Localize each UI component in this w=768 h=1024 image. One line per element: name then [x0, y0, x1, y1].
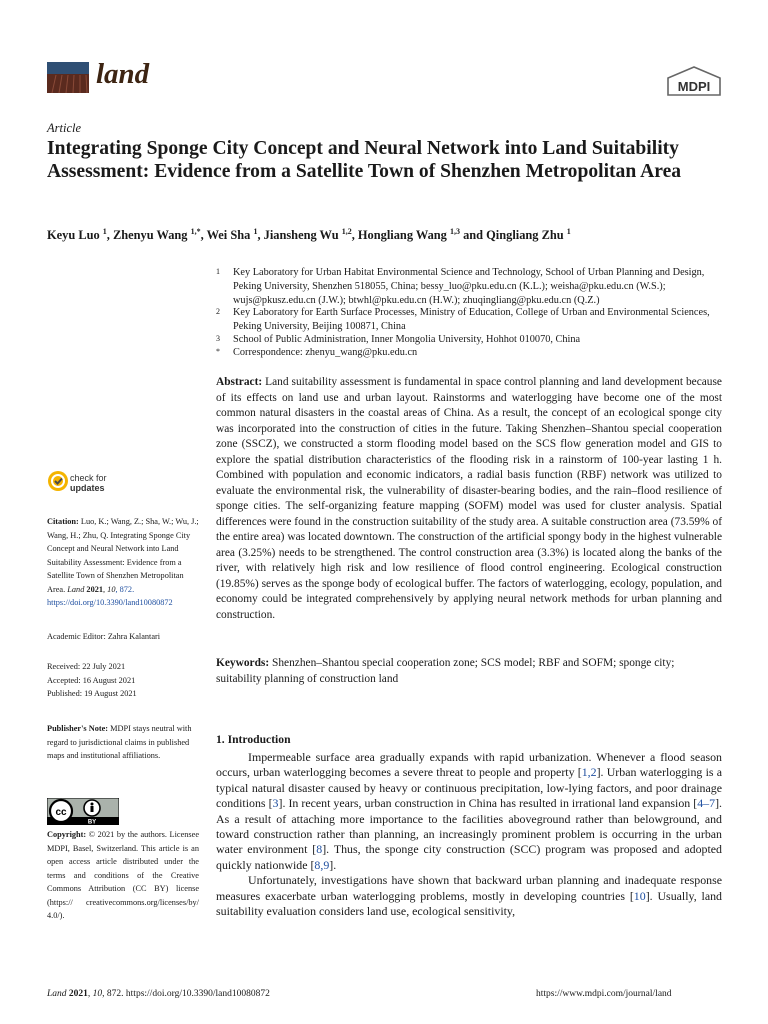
citation-link[interactable]: 4–7: [697, 796, 716, 811]
mdpi-logo[interactable]: [665, 66, 723, 96]
keywords-label: Keywords:: [216, 657, 270, 669]
author-name[interactable]: Keyu Luo: [47, 228, 100, 243]
abstract: [216, 375, 722, 623]
accepted-date: Accepted: 16 August 2021: [47, 675, 136, 685]
received-date: Received: 22 July 2021: [47, 662, 126, 671]
publisher-note: Publisher's Note: MDPI stays neutral with regard to jurisdictional claims in published maps and institutional affiliations.: [47, 724, 192, 760]
citation-link[interactable]: 1,2: [581, 765, 597, 780]
author-list: Keyu Luo $^1$, Zhenyu Wang $^{1,*}$, Wei Sha $^1$, Jiansheng Wu $^{1,2}$, Hongliang Wang $^{1,3}$ and Qingliang Zhu $^1$: [47, 227, 571, 243]
academic-editor: Academic Editor: Zahra Kalantari: [47, 632, 161, 641]
author-name[interactable]: Wei Sha: [206, 228, 251, 243]
mdpi-logo-icon: [665, 66, 723, 96]
cc-by-license-badge[interactable]: [47, 798, 119, 825]
article-title: Integrating Sponge City Concept and Neural Network into Land Suitability Assessment: Evidence from a Satellite Town of Shenzhen Metropolitan Area: [47, 138, 682, 182]
svg-text:BY: BY: [87, 819, 97, 825]
paragraph: Impermeable surface area gradually expands with rapid urbanization. Whenever a flood season occurs, urban waterlogging becomes a severe threat to people and property [1,2]. Urban waterlogging is a typical natural disaster caused by heavy or continuous precipitation, low-lying factors, and poor drainage conditions [3]. In recent years, urban construction in China has resulted in irrational land expansion [4–7]. As a result of attaching more importance to the facilities aboveground rather than belowground, and toward construction rather than planning, an increasingly prominent problem is occurring in the urban water environment [8]. Thus, the sponge city construction (SCC) program was proposed and adopted quickly nationwide [8,9].: [216, 750, 722, 872]
citation-link[interactable]: 3: [272, 796, 279, 811]
abstract-label: Abstract:: [216, 376, 263, 388]
dates-block: [47, 660, 199, 701]
land-journal-logo-icon: [47, 62, 89, 93]
citation-link[interactable]: 10: [633, 888, 646, 903]
paragraph: Unfortunately, investigations have shown that backward urban planning and inadequate response measures exacerbate urban waterlogging problems, mostly in developing countries [10]. Usually, land suitability evaluation considers land use, ecological sensitivity,: [216, 873, 722, 919]
footer-doi[interactable]: , 872. https://doi.org/10.3390/land10080872: [102, 989, 270, 999]
citation-block: Citation: Luo, K.; Wang, Z.; Sha, W.; Wu, J.; Wang, H.; Zhu, Q. Integrating Sponge City Concept and Neural Network into Land Suitability Assessment: Evidence from a Satellite Town of Shenzhen Metropolitan Area. Land 2021, 10, 872. https://doi.org/10.3390/land10080872: [47, 517, 199, 607]
citation-link[interactable]: 8,9: [314, 857, 330, 872]
footer-journal-url[interactable]: https://www.mdpi.com/journal/land: [536, 989, 672, 999]
author-name[interactable]: Qingliang Zhu: [486, 228, 564, 243]
check-updates-icon: [47, 470, 69, 492]
svg-text:cc: cc: [55, 807, 67, 818]
published-date: Published: 19 August 2021: [47, 689, 137, 698]
keywords: [216, 656, 722, 687]
author-name[interactable]: Hongliang Wang: [357, 228, 447, 243]
check-for-updates-text: check for updates: [70, 473, 107, 493]
journal-name: land: [96, 58, 150, 90]
copyright-block: Copyright: © 2021 by the authors. Licensee MDPI, Basel, Switzerland. This article is an open access article distributed under the terms and conditions of the Creative Commons Attribution (CC BY) license (https:// creativecommons.org/licenses/by/ 4.0/).: [47, 830, 200, 920]
doi-link[interactable]: , 872. https://doi.org/10.3390/land10080872: [47, 584, 173, 607]
abstract-text: Land suitability assessment is fundamental in space control planning and land development because of its effects on land use and urban layout. Rainstorms and waterlogging have become one of the most common natural disasters in the coastal areas of China. As a result, the concept of an ecological sponge city was incorporated into the construction of cities in the future. Taking Shenzhen–Shantou special cooperation zone (SSCZ), we constructed a storm flooding model based on the SCS flow generation model and GIS to explore the spatial distribution characteristics of the flooding risk in a rainstorm of 100-year lasting 1 h. Combined with population and economic indicators, a radial basis function (RBF) network was utilized to evaluate the environmental risk, the vulnerability of disaster-bearing bodies, and the rain–flood resilience of sponge cities. The self-organizing feature mapping (SOFM) model was used for cluster analysis. Spatial differences were found in the construction suitability of the study area. A suitable construction area (73.59% of the entire area) was located downtown. The construction of the artificial spongy body in the highest vulnerable area (3.25%) needs to be strengthened. The control construction area (3.3%) is located along the banks of the river, with relatively high risk and low resilience of flood control engineering. Ecological construction (19.85%) serves as the sponge body of ecological buffer. The factors of waterlogging, ecology, population, and economy could be integrated comprehensively by applying neural network methods for urban planning and construction.: [216, 376, 722, 621]
section-heading: 1. Introduction: [216, 733, 291, 746]
citation-link[interactable]: 8: [316, 842, 323, 857]
author-name[interactable]: Jiansheng Wu: [263, 228, 339, 243]
keywords-text: Shenzhen–Shantou special cooperation zone; SCS model; RBF and SOFM; sponge city; suitability planning of construction land: [216, 657, 675, 685]
introduction-body: [216, 750, 722, 919]
article-type: Article: [47, 121, 82, 135]
footer-citation: Land 2021, 10, 872. https://doi.org/10.3390/land10080872: [47, 989, 270, 999]
cc-by-icon: [47, 798, 119, 825]
mdpi-logo-text: MDPI: [677, 79, 711, 94]
author-name[interactable]: Zhenyu Wang: [113, 228, 188, 243]
